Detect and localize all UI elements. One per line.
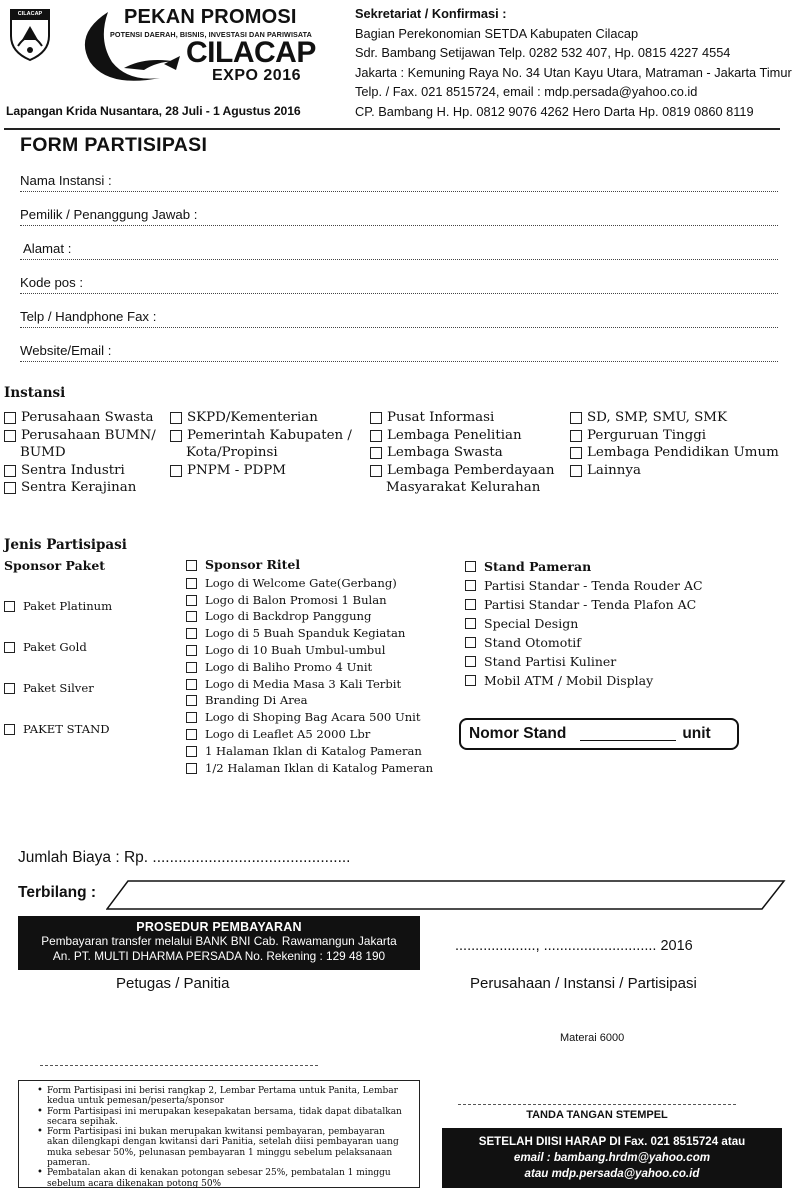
checkbox[interactable] (4, 724, 15, 735)
secretariat-line: Sdr. Bambang Setijawan Telp. 0282 532 407, Hp. 0815 4227 4554 (355, 45, 731, 61)
checkbox[interactable] (186, 662, 197, 673)
field-label: Alamat : (23, 241, 72, 256)
checkbox[interactable] (186, 595, 197, 606)
field-label: Telp / Handphone Fax : (20, 309, 157, 324)
instansi-option[interactable]: Pemerintah Kabupaten / (170, 427, 365, 445)
instansi-option[interactable]: Perusahaan Swasta (4, 409, 164, 427)
checkbox[interactable] (186, 763, 197, 774)
instansi-option[interactable]: Lembaga Pendidikan Umum (570, 444, 795, 462)
ritel-option[interactable]: Logo di Backdrop Panggung (186, 608, 446, 625)
regency-crest (8, 6, 52, 62)
event-expo-year: EXPO 2016 (212, 67, 301, 84)
perusahaan-label: Perusahaan / Instansi / Partisipasi (470, 975, 697, 992)
header-divider (4, 128, 780, 130)
checkbox[interactable] (186, 611, 197, 622)
secretariat-line: Bagian Perekonomian SETDA Kabupaten Cilacap (355, 25, 639, 41)
ritel-option[interactable]: Logo di Media Masa 3 Kali Terbit (186, 676, 446, 693)
checkbox[interactable] (4, 430, 16, 442)
terbilang-label: Terbilang : (18, 884, 97, 901)
checkbox[interactable] (170, 465, 182, 477)
field-label: Nama Instansi : (20, 173, 112, 188)
prosedur-title: PROSEDUR PEMBAYARAN (136, 920, 302, 934)
field-kode-pos[interactable] (20, 269, 778, 294)
checkbox[interactable] (465, 618, 476, 629)
materai-label: Materai 6000 (560, 1032, 625, 1044)
ritel-option[interactable]: Branding Di Area (186, 692, 446, 709)
ritel-option[interactable]: Logo di Leaflet A5 2000 Lbr (186, 726, 446, 743)
nomor-stand-box[interactable] (459, 718, 739, 750)
petugas-label: Petugas / Panitia (116, 975, 230, 992)
terbilang-input[interactable] (106, 880, 786, 915)
checkbox[interactable] (170, 412, 182, 424)
checkbox[interactable] (186, 746, 197, 757)
checkbox[interactable] (570, 447, 582, 459)
checkbox[interactable] (370, 412, 382, 424)
contact-email-2[interactable]: atau mdp.persada@yahoo.co.id (524, 1167, 700, 1180)
checkbox[interactable] (186, 560, 197, 571)
nomor-stand-unit: unit (682, 725, 711, 742)
ritel-option[interactable]: Logo di 10 Buah Umbul-umbul (186, 642, 446, 659)
instansi-option[interactable]: Sentra Industri (4, 462, 164, 480)
ritel-option[interactable]: Logo di 5 Buah Spanduk Kegiatan (186, 625, 446, 642)
checkbox[interactable] (370, 430, 382, 442)
ritel-option[interactable]: Logo di Balon Promosi 1 Bulan (186, 592, 446, 609)
instansi-option[interactable]: Perusahaan BUMN/ (4, 427, 164, 445)
field-penanggung-jawab[interactable] (20, 201, 778, 226)
checkbox[interactable] (4, 683, 15, 694)
ritel-option[interactable]: 1 Halaman Iklan di Katalog Pameran (186, 743, 446, 760)
form-title: FORM PARTISIPASI (20, 134, 208, 156)
checkbox[interactable] (186, 645, 197, 656)
field-website-email[interactable] (20, 337, 778, 362)
event-subtitle: POTENSI DAERAH, BISNIS, INVESTASI DAN PARIWISATA (110, 30, 312, 39)
instansi-col-1 (4, 409, 164, 497)
fax-instruction: SETELAH DIISI HARAP DI Fax. 021 8515724 atau (478, 1135, 746, 1148)
checkbox[interactable] (186, 578, 197, 589)
stand-option[interactable]: Stand Partisi Kuliner (465, 652, 765, 671)
note-item: • Form Partisipasi ini merupakan kesepakatan bersama, tidak dapat dibatalkan secara sepihak. (39, 1107, 409, 1128)
instansi-option[interactable]: Sentra Kerajinan (4, 479, 164, 497)
instansi-col-3 (370, 409, 565, 497)
field-label: Website/Email : (20, 343, 112, 358)
instansi-option[interactable]: Lainnya (570, 462, 795, 480)
tanda-tangan-label: TANDA TANGAN STEMPEL (526, 1109, 668, 1121)
stand-pameran-title[interactable]: Stand Pameran (465, 557, 765, 576)
checkbox[interactable] (186, 679, 197, 690)
instansi-col-2 (170, 409, 365, 479)
secretariat-line: Telp. / Fax. 021 8515724, email : mdp.persada@yahoo.co.id (355, 84, 698, 100)
checkbox[interactable] (465, 637, 476, 648)
sponsor-ritel-title[interactable]: Sponsor Ritel (186, 557, 446, 574)
checkbox[interactable] (465, 561, 476, 572)
checkbox[interactable] (186, 628, 197, 639)
stand-option[interactable]: Stand Otomotif (465, 633, 765, 652)
sponsor-ritel-list (186, 557, 446, 776)
secretariat-title: Sekretariat / Konfirmasi : (355, 6, 507, 21)
field-label: Pemilik / Penanggung Jawab : (20, 207, 198, 222)
instansi-option-cont: BUMD (20, 445, 66, 460)
sponsor-paket-title: Sponsor Paket (4, 558, 106, 573)
checkbox[interactable] (186, 729, 197, 740)
signature-line-left (40, 1065, 318, 1066)
jumlah-biaya[interactable]: Jumlah Biaya : Rp. .............................................. (18, 849, 351, 866)
instansi-option[interactable]: Lembaga Penelitian (370, 427, 565, 445)
instansi-title: Instansi (4, 385, 66, 401)
paket-option[interactable]: Paket Gold (4, 639, 87, 656)
paket-option[interactable]: Paket Silver (4, 680, 94, 697)
stand-option[interactable]: Partisi Standar - Tenda Plafon AC (465, 595, 765, 614)
checkbox[interactable] (4, 482, 16, 494)
instansi-option[interactable]: Lembaga Swasta (370, 444, 565, 462)
instansi-option[interactable]: SKPD/Kementerian (170, 409, 365, 427)
checkbox[interactable] (570, 430, 582, 442)
ritel-option[interactable]: Logo di Welcome Gate(Gerbang) (186, 575, 446, 592)
ritel-option[interactable]: Logo di Shoping Bag Acara 500 Unit (186, 709, 446, 726)
crest-label: CILACAP (17, 11, 43, 17)
prosedur-pembayaran (18, 916, 420, 970)
checkbox[interactable] (370, 465, 382, 477)
checkbox[interactable] (465, 599, 476, 610)
checkbox[interactable] (465, 675, 476, 686)
checkbox[interactable] (570, 465, 582, 477)
event-venue: Lapangan Krida Nusantara, 28 Juli - 1 Agustus 2016 (6, 104, 301, 118)
signature-line-right (458, 1104, 736, 1105)
ritel-option[interactable]: Logo di Baliho Promo 4 Unit (186, 659, 446, 676)
date-line[interactable]: ...................., ............................ 2016 (455, 938, 693, 954)
field-nama-instansi[interactable] (20, 167, 778, 192)
secretariat-info (355, 4, 792, 122)
checkbox[interactable] (4, 601, 15, 612)
stand-option[interactable]: Mobil ATM / Mobil Display (465, 671, 765, 690)
prosedur-line: Pembayaran transfer melalui BANK BNI Cab. Rawamangun Jakarta (41, 934, 397, 948)
paket-option[interactable]: PAKET STAND (4, 721, 110, 738)
checkbox[interactable] (170, 430, 182, 442)
instansi-option-cont: Kota/Propinsi (186, 445, 278, 460)
instansi-col-4 (570, 409, 795, 479)
instansi-option[interactable]: Lembaga Pemberdayaan (370, 462, 565, 480)
checkbox[interactable] (465, 656, 476, 667)
field-label: Kode pos : (20, 275, 84, 290)
checkbox[interactable] (370, 447, 382, 459)
checkbox[interactable] (4, 465, 16, 477)
secretariat-line: CP. Bambang H. Hp. 0812 9076 4262 Hero Darta Hp. 0819 0860 8119 (355, 103, 754, 119)
contact-email-1[interactable]: email : bambang.hrdm@yahoo.com (513, 1151, 711, 1164)
event-city: CILACAP (186, 36, 316, 69)
stand-option[interactable]: Special Design (465, 614, 765, 633)
note-item: • Pembatalan akan di kenakan potongan sebesar 25%, pembatalan 1 minggu sebelum acara dikenakan potong 50% (39, 1168, 409, 1189)
instansi-option[interactable]: PNPM - PDPM (170, 462, 365, 480)
instansi-option[interactable]: Perguruan Tinggi (570, 427, 795, 445)
instansi-option-cont: Masyarakat Kelurahan (386, 480, 541, 495)
nomor-stand-label: Nomor Stand (469, 725, 567, 742)
notes-box (18, 1080, 420, 1188)
ritel-option[interactable]: 1/2 Halaman Iklan di Katalog Pameran (186, 760, 446, 777)
note-item: • Form Partisipasi ini bukan merupakan kwitansi pembayaran, pembayaran akan dilengkapi dengan kwitansi dari Panitia, setelah diisi pembayaran uang muka sebesar 50%, pelunasan pembayaran 1 minggu sebelum pelaksanaan pameran. (39, 1127, 409, 1168)
checkbox[interactable] (186, 712, 197, 723)
paket-option[interactable]: Paket Platinum (4, 598, 112, 615)
checkbox[interactable] (570, 412, 582, 424)
field-telp[interactable] (20, 303, 778, 328)
fax-instruction-box (442, 1128, 782, 1188)
secretariat-line: Jakarta : Kemuning Raya No. 34 Utan Kayu Utara, Matraman - Jakarta Timur (355, 64, 792, 80)
nomor-stand-input[interactable] (580, 728, 676, 741)
checkbox[interactable] (4, 642, 15, 653)
instansi-option[interactable]: Pusat Informasi (370, 409, 565, 427)
field-alamat[interactable] (20, 235, 778, 260)
instansi-option[interactable]: SD, SMP, SMU, SMK (570, 409, 795, 427)
stand-pameran-list (465, 557, 765, 690)
checkbox[interactable] (186, 695, 197, 706)
note-item: • Form Partisipasi ini berisi rangkap 2, Lembar Pertama untuk Panita, Lembar kedua untuk pemesan/peserta/sponsor (39, 1086, 409, 1107)
event-title: PEKAN PROMOSI (124, 6, 297, 28)
prosedur-line: An. PT. MULTI DHARMA PERSADA No. Rekening : 129 48 190 (52, 949, 386, 963)
stand-option[interactable]: Partisi Standar - Tenda Rouder AC (465, 576, 765, 595)
checkbox[interactable] (465, 580, 476, 591)
jenis-partisipasi-title: Jenis Partisipasi (4, 537, 127, 553)
checkbox[interactable] (4, 412, 16, 424)
